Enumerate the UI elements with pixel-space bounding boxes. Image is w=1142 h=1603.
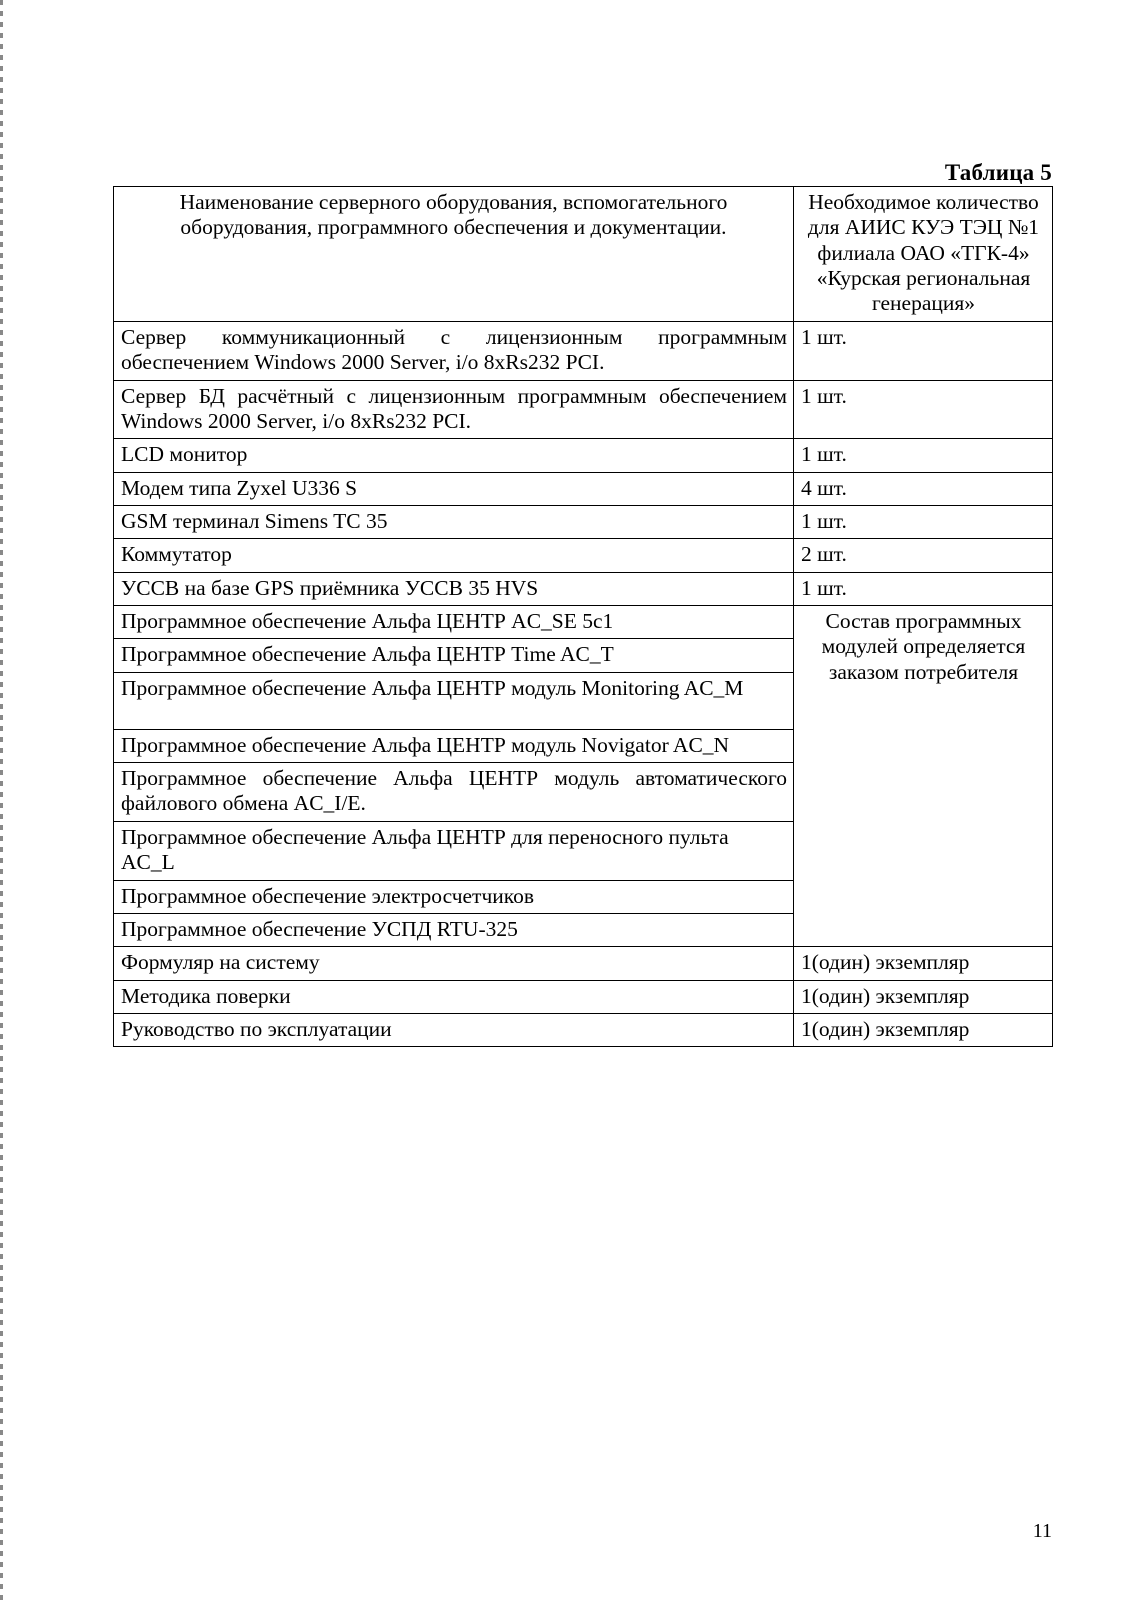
- row-name: Программное обеспечение Альфа ЦЕНТР для переносного пульта AC_L: [114, 821, 794, 880]
- row-quantity: 1(один) экземпляр: [794, 980, 1053, 1013]
- row-name: Программное обеспечение Альфа ЦЕНТР модуль Novigator AC_N: [114, 729, 794, 762]
- row-quantity: 1(один) экземпляр: [794, 947, 1053, 980]
- row-name: Сервер коммуникационный с лицензионным программным обеспечением Windows 2000 Server, i/o 8xRs232 PCI.: [114, 321, 794, 380]
- table-header-row: [114, 187, 1053, 322]
- row-name: Программное обеспечение Альфа ЦЕНТР модуль автоматического файлового обмена AC_I/E.: [114, 763, 794, 822]
- row-name: Сервер БД расчётный с лицензионным программным обеспечением Windows 2000 Server, i/o 8xRs232 PCI.: [114, 380, 794, 439]
- row-name: Программное обеспечение Альфа ЦЕНТР Time AC_T: [114, 639, 794, 672]
- row-quantity: 1(один) экземпляр: [794, 1013, 1053, 1046]
- table-row: [114, 947, 1053, 980]
- row-name: УССВ на базе GPS приёмника УССВ 35 HVS: [114, 572, 794, 605]
- table-row: [114, 980, 1053, 1013]
- table-row: [114, 606, 1053, 639]
- table-caption: Таблица 5: [944, 160, 1052, 185]
- row-name: Методика поверки: [114, 980, 794, 1013]
- table-row: [114, 539, 1053, 572]
- row-name: Программное обеспечение Альфа ЦЕНТР AC_SE 5c1: [114, 606, 794, 639]
- row-name: GSM терминал Simens TC 35: [114, 505, 794, 538]
- table-row: [114, 572, 1053, 605]
- table-row: [114, 472, 1053, 505]
- table-row: [114, 439, 1053, 472]
- row-quantity: 1 шт.: [794, 572, 1053, 605]
- row-quantity: 1 шт.: [794, 439, 1053, 472]
- row-name: Руководство по эксплуатации: [114, 1013, 794, 1046]
- table-row: [114, 380, 1053, 439]
- row-name: Программное обеспечение Альфа ЦЕНТР модуль Monitoring AC_M: [114, 672, 794, 729]
- table-row: [114, 505, 1053, 538]
- row-quantity: 4 шт.: [794, 472, 1053, 505]
- column-header-quantity: Необходимое количество для АИИС КУЭ ТЭЦ №1 филиала ОАО «ТГК-4» «Курская региональная генерация»: [794, 187, 1053, 322]
- row-quantity: 2 шт.: [794, 539, 1053, 572]
- equipment-specification-table: [113, 186, 1053, 1047]
- row-name: LCD монитор: [114, 439, 794, 472]
- scan-edge-artifact: [0, 0, 3, 1603]
- row-name: Коммутатор: [114, 539, 794, 572]
- row-quantity: 1 шт.: [794, 321, 1053, 380]
- table-row: [114, 321, 1053, 380]
- page-number: 11: [1032, 1520, 1052, 1542]
- table-row: [114, 1013, 1053, 1046]
- column-header-name: Наименование серверного оборудования, вспомогательного оборудования, программного обеспечения и документации.: [114, 187, 794, 322]
- row-name: Модем типа Zyxel U336 S: [114, 472, 794, 505]
- merged-quantity-note: Состав программных модулей определяется заказом потребителя: [794, 606, 1053, 947]
- row-name: Программное обеспечение УСПД RTU-325: [114, 913, 794, 946]
- row-name: Формуляр на систему: [114, 947, 794, 980]
- row-name: Программное обеспечение электросчетчиков: [114, 880, 794, 913]
- row-quantity: 1 шт.: [794, 380, 1053, 439]
- row-quantity: 1 шт.: [794, 505, 1053, 538]
